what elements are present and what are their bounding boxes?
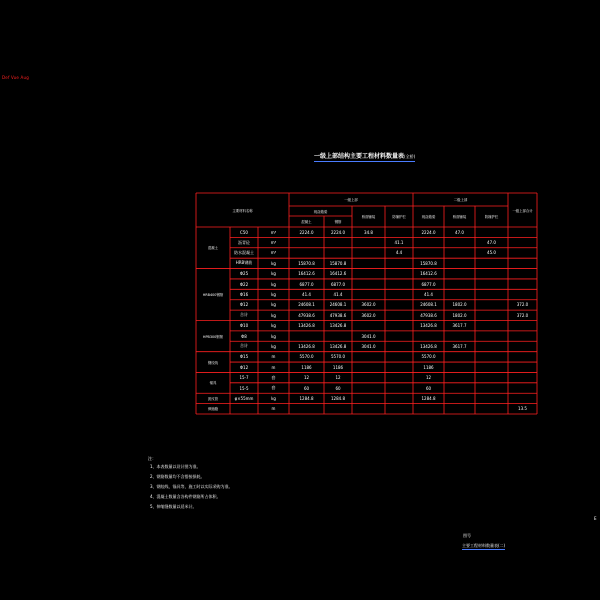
row-4-unit: kg	[271, 271, 276, 277]
header-group2: 二级上部	[453, 198, 468, 202]
header-concrete: 混凝土	[301, 220, 312, 224]
group-label-0: 混凝土	[207, 246, 219, 251]
row-10-value-4	[413, 331, 444, 341]
row-3-value-5	[444, 258, 475, 268]
row-4-value-7	[508, 269, 537, 279]
note-1: 1、本表数量以设计图为准。	[150, 464, 201, 469]
row-7-value-6	[475, 300, 508, 310]
row-5-unit: kg	[271, 281, 276, 287]
row-15-value-5	[444, 383, 475, 393]
row-15-value-6	[475, 383, 508, 393]
row-14-value-3	[385, 372, 413, 382]
side-label: Def Vue Aug	[2, 75, 29, 80]
row-15-value-0: 60	[303, 385, 310, 391]
row-5-value-2	[352, 279, 385, 289]
row-15-spec: 15-5	[239, 385, 249, 391]
row-12-value-6	[475, 352, 508, 362]
row-17-value-6	[475, 404, 508, 414]
row-12-value-0: 5570.0	[299, 354, 314, 360]
row-4-value-6	[475, 269, 508, 279]
row-6-value-5	[444, 289, 475, 299]
row-10-value-0	[289, 331, 324, 341]
row-9-value-7	[508, 321, 537, 331]
row-0-value-1: 2224.0	[331, 229, 345, 235]
row-8-value-4: 47938.6	[420, 312, 437, 318]
row-11-value-2: 3041.0	[361, 343, 376, 349]
row-15-value-2	[352, 383, 385, 393]
row-14-value-7	[508, 372, 537, 382]
row-16-value-3	[385, 393, 413, 403]
row-0-value-2: 34.8	[364, 229, 373, 235]
row-7-value-3	[385, 300, 413, 310]
row-2-value-2	[352, 248, 385, 258]
row-14-value-1: 12	[335, 375, 341, 381]
row-13-value-3	[385, 362, 413, 372]
row-0-spec: C50	[240, 229, 248, 235]
row-8-value-0: 47938.6	[298, 312, 315, 318]
row-11-value-4: 13426.8	[420, 343, 437, 349]
row-3-value-4: 15870.8	[420, 260, 437, 266]
row-16-value-6	[475, 393, 508, 403]
row-12-value-4: 5570.0	[421, 354, 436, 360]
row-4-value-4: 16412.6	[420, 271, 437, 277]
note-3: 3、钢绞线、锚具等，施工时以实际采购为准。	[150, 484, 233, 489]
row-17-value-7: 13.5	[518, 406, 527, 412]
row-10-value-1	[324, 331, 352, 341]
row-7-value-1: 24608.1	[329, 302, 347, 308]
row-3-value-0: 15870.8	[298, 260, 315, 266]
row-15-value-7	[508, 383, 537, 393]
table-title-text: 一级上部结构主要工程材料数量表	[314, 153, 405, 160]
row-17-value-1	[324, 404, 352, 414]
row-2-value-7	[508, 248, 537, 258]
row-6-value-7	[508, 289, 537, 299]
group-label-2: HPB300钢筋	[202, 334, 224, 339]
row-4-value-2	[352, 269, 385, 279]
row-0-value-5: 47.0	[455, 229, 464, 235]
row-3-spec: HRB钢筋	[235, 260, 253, 266]
row-14-value-5	[444, 372, 475, 382]
row-11-value-6	[475, 341, 508, 351]
row-3-value-2	[352, 258, 385, 268]
row-11-value-3	[385, 341, 413, 351]
row-12-value-1: 5570.0	[331, 354, 345, 360]
row-8-spec: 合计	[240, 312, 248, 318]
row-5-value-0: 6877.0	[299, 281, 314, 287]
group-label-5: 波纹管	[207, 396, 219, 401]
row-16-value-0: 1284.8	[299, 395, 314, 401]
row-1-value-7	[508, 237, 537, 247]
row-3-value-6	[475, 258, 508, 268]
row-17-value-5	[444, 404, 475, 414]
row-4-spec: Φ25	[239, 271, 249, 277]
header-g2-barrier: 防撞护栏	[484, 215, 499, 219]
row-3-unit: kg	[271, 260, 276, 266]
row-10-value-5	[444, 331, 475, 341]
row-15-unit: 套	[271, 385, 276, 391]
row-6-value-0: 41.4	[302, 292, 311, 298]
header-group1-sub: 现浇箱梁	[313, 209, 328, 214]
row-2-value-3: 4.4	[395, 250, 403, 256]
row-17-value-4	[413, 404, 444, 414]
row-14-unit: 套	[271, 374, 276, 380]
row-16-value-4: 1284.8	[421, 395, 436, 401]
header-total: 一级上部合计	[512, 208, 533, 213]
row-9-unit: kg	[271, 323, 276, 329]
row-6-unit: kg	[271, 292, 276, 298]
row-16-spec: φ×55mm	[234, 395, 254, 401]
row-9-value-3	[385, 321, 413, 331]
row-5-value-7	[508, 279, 537, 289]
row-13-value-6	[475, 362, 508, 372]
row-2-value-1	[324, 248, 352, 258]
row-11-value-5: 3617.7	[452, 343, 467, 349]
row-17-value-2	[352, 404, 385, 414]
row-4-value-1: 16412.6	[329, 271, 347, 277]
notes-title: 注：	[148, 456, 156, 461]
row-13-value-1: 1186	[332, 364, 344, 370]
row-9-value-1: 13426.8	[329, 323, 347, 329]
row-1-spec: 沥青砼	[238, 239, 250, 245]
row-11-spec: 合计	[240, 343, 248, 349]
row-9-value-5: 3617.7	[452, 323, 467, 329]
row-14-value-0: 12	[303, 375, 310, 381]
note-4: 4、混凝土数量含各构件钢筋所占体积。	[150, 494, 221, 499]
row-10-spec: Φ8	[241, 333, 247, 339]
row-2-value-5	[444, 248, 475, 258]
row-14-value-4: 12	[425, 375, 432, 381]
row-14-spec: 15-7	[239, 375, 249, 381]
row-2-spec: 防水混凝土	[234, 249, 254, 255]
group-label-3: 钢绞线	[207, 360, 219, 365]
row-13-value-2	[352, 362, 385, 372]
row-4-value-3	[385, 269, 413, 279]
row-16-unit: kg	[271, 395, 276, 401]
row-15-value-3	[385, 383, 413, 393]
row-3-value-3	[385, 258, 413, 268]
header-g2-girder: 现浇箱梁	[421, 215, 436, 219]
row-16-value-1: 1284.8	[331, 395, 345, 401]
row-7-value-4: 24608.1	[420, 302, 437, 308]
row-17-value-0	[289, 404, 324, 414]
row-10-value-6	[475, 331, 508, 341]
row-7-value-0: 24608.1	[298, 302, 315, 308]
row-13-spec: Φ12	[239, 364, 249, 370]
row-6-value-6	[475, 289, 508, 299]
row-8-value-3	[385, 310, 413, 320]
row-9-value-0: 13426.8	[298, 323, 315, 329]
row-16-value-5	[444, 393, 475, 403]
drawing-title-block: 主要工程材料数量表(二)	[462, 543, 506, 548]
row-12-value-5	[444, 352, 475, 362]
row-17-spec	[230, 404, 258, 414]
row-1-value-2	[352, 237, 385, 247]
header-rebar: 钢筋	[334, 220, 342, 224]
row-10-unit: kg	[271, 333, 276, 339]
row-10-value-3	[385, 331, 413, 341]
row-2-unit: m³	[270, 250, 277, 256]
note-5: 5、伸缩缝数量以延米计。	[150, 504, 197, 509]
row-11-unit: kg	[271, 343, 276, 349]
row-8-value-1: 47938.6	[329, 312, 347, 318]
row-8-value-7: 372.0	[516, 312, 529, 318]
row-11-value-1: 13426.8	[329, 343, 347, 349]
row-12-spec: Φ15	[239, 354, 249, 360]
note-2: 2、钢筋数量均不含搭接损耗。	[150, 474, 205, 479]
row-6-value-2	[352, 289, 385, 299]
row-7-value-5: 1802.0	[452, 302, 467, 308]
header-barrier: 防撞护栏	[392, 215, 406, 219]
row-7-unit: kg	[271, 302, 276, 308]
row-0-value-0: 2224.0	[299, 229, 314, 235]
row-13-value-4: 1186	[423, 364, 434, 370]
row-12-unit: m	[271, 354, 276, 360]
row-7-value-7: 372.0	[516, 302, 529, 308]
row-8-value-6	[475, 310, 508, 320]
row-10-value-7	[508, 331, 537, 341]
row-9-value-4: 13426.8	[420, 323, 437, 329]
row-5-value-3	[385, 279, 413, 289]
row-7-spec: Φ12	[239, 302, 249, 308]
row-16-value-2	[352, 393, 385, 403]
row-2-value-6: 45.0	[487, 250, 496, 256]
edge-mark: E	[594, 516, 597, 521]
row-17-value-3	[385, 404, 413, 414]
row-9-spec: Φ10	[239, 323, 249, 329]
row-8-value-5: 1802.0	[452, 312, 467, 318]
row-12-value-3	[385, 352, 413, 362]
row-12-value-7	[508, 352, 537, 362]
row-0-value-6	[475, 227, 508, 237]
row-10-value-2: 3041.0	[361, 333, 376, 339]
row-6-spec: Φ16	[239, 292, 249, 298]
row-13-value-5	[444, 362, 475, 372]
row-8-unit: kg	[271, 312, 276, 318]
group-label-1: HRB400钢筋	[202, 293, 224, 298]
row-14-value-2	[352, 372, 385, 382]
row-17-unit: m	[271, 406, 276, 412]
row-9-value-6	[475, 321, 508, 331]
row-13-value-7	[508, 362, 537, 372]
row-7-value-2: 3602.0	[361, 302, 376, 308]
row-1-value-1	[324, 237, 352, 247]
drawing-number-label: 图号	[463, 533, 471, 538]
row-6-value-1: 41.4	[333, 292, 343, 298]
row-11-value-7	[508, 341, 537, 351]
row-5-value-1: 6877.0	[331, 281, 345, 287]
row-0-value-7	[508, 227, 537, 237]
row-8-value-2: 3602.0	[361, 312, 376, 318]
row-14-value-6	[475, 372, 508, 382]
header-g2-deck: 桥面铺装	[452, 215, 467, 219]
row-15-value-4: 60	[425, 385, 432, 391]
row-0-value-3	[385, 227, 413, 237]
row-2-value-0	[289, 248, 324, 258]
row-0-value-4: 2224.0	[421, 229, 436, 235]
row-6-value-3	[385, 289, 413, 299]
row-5-spec: Φ22	[239, 281, 249, 287]
row-1-value-0	[289, 237, 324, 247]
row-6-value-4: 41.4	[424, 292, 433, 298]
row-11-value-0: 13426.8	[298, 343, 315, 349]
table-title-unit: (全桥)	[404, 154, 416, 159]
row-12-value-2	[352, 352, 385, 362]
row-5-value-5	[444, 279, 475, 289]
row-13-value-0: 1186	[301, 364, 312, 370]
header-item: 主要材料名称	[232, 208, 253, 213]
row-3-value-1: 15870.8	[329, 260, 347, 266]
row-9-value-2	[352, 321, 385, 331]
row-1-unit: m³	[270, 240, 277, 246]
row-4-value-5	[444, 269, 475, 279]
group-label-6: 伸缩缝	[207, 407, 219, 412]
row-15-value-1: 60	[335, 385, 341, 391]
row-0-unit: m³	[270, 229, 277, 235]
row-1-value-6: 47.0	[487, 240, 496, 246]
header-group1: 一级上部	[344, 198, 358, 202]
row-1-value-4	[413, 237, 444, 247]
row-1-value-3: 41.1	[394, 240, 404, 246]
row-16-value-7	[508, 393, 537, 403]
row-5-value-6	[475, 279, 508, 289]
header-deck: 桥面铺装	[361, 215, 376, 219]
row-3-value-7	[508, 258, 537, 268]
row-2-value-4	[413, 248, 444, 258]
row-1-value-5	[444, 237, 475, 247]
group-label-4: 锚具	[209, 381, 217, 386]
row-13-unit: m	[271, 364, 276, 370]
row-4-value-0: 16412.6	[298, 271, 315, 277]
row-5-value-4: 6877.0	[421, 281, 436, 287]
